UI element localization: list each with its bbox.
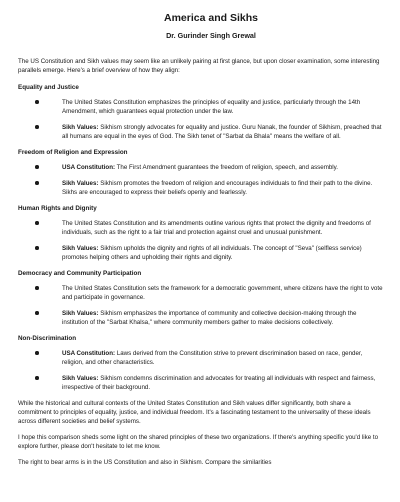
section-human-rights xyxy=(18,204,384,262)
bullet-lead: Sikh Values: xyxy=(62,245,99,252)
section-heading: Non-Discrimination xyxy=(18,335,77,342)
bullet-text: Sikhism condemns discrimination and advocates for treating all individuals with respect and fairness, irrespective of their background. xyxy=(62,375,376,391)
bullet-text: Sikhism promotes the freedom of religion and encourages individuals to find their path to the divine. Sikhs are encouraged to express their beliefs openly and fearlessly. xyxy=(62,180,373,196)
bullet-text: Sikhism upholds the dignity and rights of all individuals. The concept of "Seva" (selfless service) promotes helping others and upholding their rights and dignity. xyxy=(62,245,362,261)
bullet-item xyxy=(18,163,384,172)
bullet-item xyxy=(18,309,384,327)
bullet-lead: USA Constitution: xyxy=(62,164,116,171)
bullet-icon xyxy=(35,376,39,380)
bullet-lead: Sikh Values: xyxy=(62,180,99,187)
closing-paragraph: While the historical and cultural contexts of the United States Constitution and Sikh values differ significantly, both share a commitment to principles of equality, justice, and individual freedom. It's a fascinating testament to the universality of these ideals across different societies and belief systems. xyxy=(18,400,371,425)
bullet-list xyxy=(18,219,384,262)
section-heading: Freedom of Religion and Expression xyxy=(18,149,128,156)
bullet-text: The First Amendment guarantees the freedom of religion, speech, and assembly. xyxy=(115,164,339,171)
bullet-text: Sikhism emphasizes the importance of community and collective decision-making through the institution of the "Sarbat Khalsa," where community members gather to make decisions collectively. xyxy=(62,310,357,326)
bullet-icon xyxy=(35,311,39,315)
bullet-list xyxy=(18,349,384,392)
bullet-item xyxy=(18,123,384,141)
bullet-lead: Sikh Values: xyxy=(62,124,99,131)
bullet-lead: Sikh Values: xyxy=(62,310,99,317)
bullet-icon xyxy=(35,246,39,250)
bullet-icon xyxy=(35,181,39,185)
bullet-text: The United States Constitution emphasizes the principles of equality and justice, particularly through the 14th Amendment, which guarantees equal protection under the law. xyxy=(62,99,361,115)
bullet-item xyxy=(18,179,384,197)
bullet-lead: USA Constitution: xyxy=(62,350,116,357)
bullet-icon xyxy=(35,351,39,355)
bullet-icon xyxy=(35,221,39,225)
section-heading: Democracy and Community Participation xyxy=(18,270,142,277)
bullet-icon xyxy=(35,100,39,104)
bullet-text: The United States Constitution sets the framework for a democratic government, where citizens have the right to vote and participate in governance. xyxy=(62,285,383,301)
bullet-list xyxy=(18,163,384,197)
closing-paragraph: The right to bear arms is in the US Constitution and also in Sikhism. Compare the similarities xyxy=(18,459,272,466)
bullet-item xyxy=(18,284,384,302)
intro-paragraph: The US Constitution and Sikh values may seem like an unlikely pairing at first glance, but upon closer examination, some interesting parallels emerge. Here's a brief overview of how they align: xyxy=(18,58,380,74)
bullet-item xyxy=(18,98,384,116)
bullet-icon xyxy=(35,125,39,129)
section-non-discrimination xyxy=(18,334,384,392)
section-heading: Human Rights and Dignity xyxy=(18,205,97,212)
document-author: Dr. Gurinder Singh Grewal xyxy=(166,31,256,40)
section-democracy xyxy=(18,269,384,327)
closing-paragraph: I hope this comparison sheds some light on the shared principles of these two organizations. If there's anything specific you'd like to explore further, please don't hesitate to let me know. xyxy=(18,434,379,450)
bullet-list xyxy=(18,98,384,141)
bullet-item xyxy=(18,349,384,367)
bullet-text: Sikhism strongly advocates for equality and justice. Guru Nanak, the founder of Sikhism, preached that all humans are equal in the eyes of God. The Sikh tenet of "Sarbat da Bhala" means the welfare of all. xyxy=(62,124,382,140)
bullet-icon xyxy=(35,165,39,169)
section-equality-justice xyxy=(18,83,384,141)
bullet-lead: Sikh Values: xyxy=(62,375,99,382)
bullet-list xyxy=(18,284,384,327)
bullet-text: Laws derived from the Constitution strive to prevent discrimination based on race, gender, religion, and other characteristics. xyxy=(62,350,363,366)
document-title: America and Sikhs xyxy=(164,12,258,24)
bullet-item xyxy=(18,219,384,237)
bullet-text: The United States Constitution and its amendments outline various rights that protect the dignity and freedoms of individuals, such as the right to a fair trial and protection against cruel and unusual punishment. xyxy=(62,220,371,236)
bullet-item xyxy=(18,374,384,392)
bullet-icon xyxy=(35,286,39,290)
section-freedom-religion xyxy=(18,148,384,197)
bullet-item xyxy=(18,244,384,262)
section-heading: Equality and Justice xyxy=(18,84,79,91)
